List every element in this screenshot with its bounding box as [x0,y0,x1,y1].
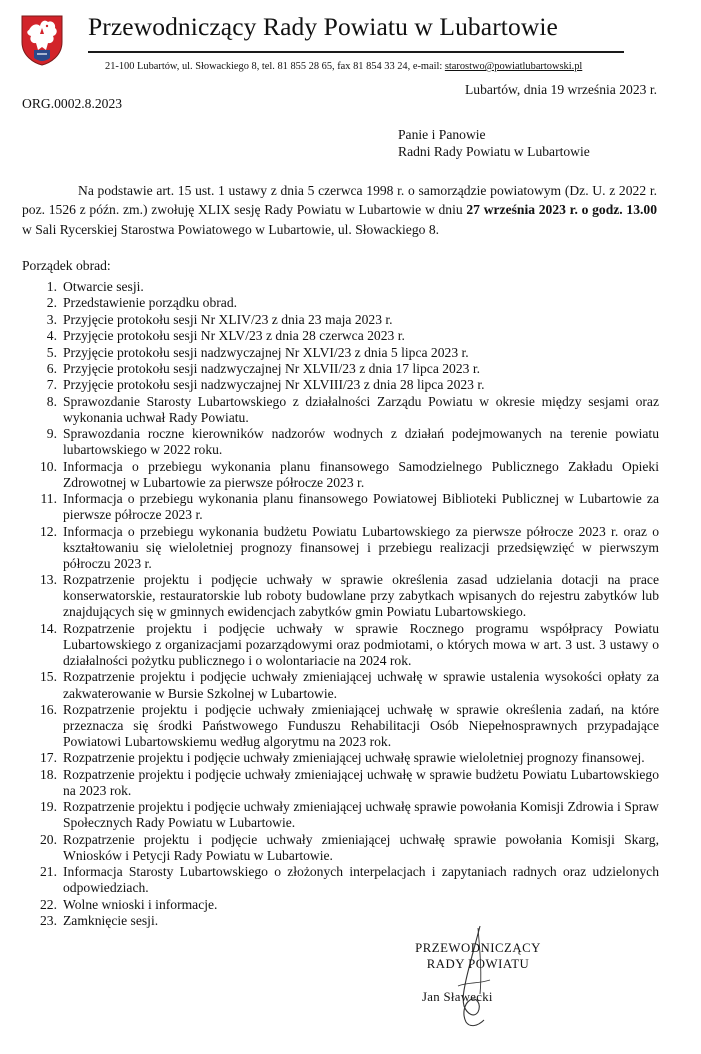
agenda-item-number: 23. [40,913,57,929]
agenda-item-text: Rozpatrzenie projektu i podjęcie uchwały w sprawie określenia zasad udzielania dotacji na prace konserwatorskie, restauratorskie lub roboty budowlane przy zabytkach wpisanych do rejestru zabytków lub znajdujących się w gminnych ewidencjach zabytków gmin Powiatu Lubartowskiego. [63,572,659,620]
agenda-item-number: 4. [46,328,57,344]
session-date-time: 27 września 2023 r. o godz. 13.00 [466,202,657,218]
intro-paragraph [22,181,657,239]
agenda-item [22,328,659,344]
agenda-item-number: 8. [46,393,57,409]
agenda-item [22,295,659,311]
intro-text: Na podstawie art. 15 ust. 1 ustawy z dnia 5 czerwca 1998 r. o samorządzie powiatowym (Dz. U. z 2022 r. poz. 1526 z późn. zm.) zwołuję XLIX sesję Rady Powiatu w Lubartowie w dniu [22,183,657,218]
agenda-item [22,312,659,328]
agenda-item-text: Rozpatrzenie projektu i podjęcie uchwały zmieniającej uchwałę w sprawie ustalenia wysokości opłaty za zakwaterowanie w Bursie Szkolnej w Lubartowie. [63,669,659,701]
agenda-item-number: 13. [40,572,57,588]
agenda-item-text: Przyjęcie protokołu sesji nadzwyczajnej Nr XLVII/23 z dnia 17 lipca 2023 r. [63,360,481,376]
agenda-item [22,394,659,426]
agenda-item [22,913,659,929]
agenda-item [22,491,659,523]
agenda-item-number: 2. [46,295,57,311]
agenda-item [22,361,659,377]
agenda-item-text: Otwarcie sesji. [63,279,144,294]
agenda-item-number: 9. [46,426,57,442]
agenda-item-text: Rozpatrzenie projektu i podjęcie uchwały zmieniającej uchwałę sprawie powołania Komisji Skarg, Wniosków i Petycji Rady Powiatu w Lubartowie. [63,831,659,863]
letter-date: Lubartów, dnia 19 września 2023 r. [464,82,657,97]
agenda-item [22,621,659,669]
agenda-item-text: Rozpatrzenie projektu i podjęcie uchwały zmieniającej uchwałę sprawie wieloletniej prognozy finansowej. [63,750,645,766]
agenda-item-text: Przyjęcie protokołu sesji nadzwyczajnej Nr XLVIII/23 z dnia 28 lipca 2023 r. [63,377,485,393]
agenda-item [22,669,659,701]
agenda-item-text: Zamknięcie sesji. [63,913,159,929]
signatory-name: Jan Sławecki [422,990,493,1004]
agenda-item [22,864,659,896]
recipient-line: Radni Rady Powiatu w Lubartowie [398,143,590,159]
address-text: 21-100 Lubartów, ul. Słowackiego 8, tel. 81 855 28 65, fax 81 854 33 24, e-mail: [105,61,445,72]
agenda-item [22,767,659,799]
agenda-item-text: Rozpatrzenie projektu i podjęcie uchwały w sprawie Rocznego programu współpracy Powiatu Lubartowskiego z organizacjami pozarządowymi oraz podmiotami, o których mowa w art. 3 ust. 3 ustawy o działalności pożytku publicznego i o wolontariacie na 2024 rok. [63,620,659,669]
agenda-item [22,572,659,620]
agenda-item-number: 11. [40,491,57,507]
agenda-item-text: Informacja Starosty Lubartowskiego o złożonych interpelacjach i zapytaniach radnych oraz udzielonych odpowiedziach. [63,864,659,896]
header-divider [88,51,624,53]
agenda-item-number: 17. [40,750,57,766]
agenda-item-number: 20. [40,831,57,847]
agenda-item-number: 7. [46,377,57,393]
signature-block [378,940,578,1005]
agenda-item-text: Przedstawienie porządku obrad. [63,295,238,311]
agenda-item [22,897,659,913]
agenda-item [22,799,659,831]
agenda-item-number: 18. [40,766,57,782]
agenda-item-number: 1. [46,279,57,294]
agenda-item-number: 6. [46,360,57,376]
crest-icon [20,14,64,66]
agenda-item-number: 14. [40,620,57,636]
agenda-item-number: 16. [40,701,57,717]
agenda-item-text: Informacja o przebiegu wykonania budżetu Powiatu Lubartowskiego za pierwsze półrocze 2023 r. oraz o kształtowaniu się wieloletniej prognozy finansowej i przebiegu realizacji przedsięwzięć w pierwszym półroczu 2023 r. [63,523,659,571]
intro-text: w Sali Rycerskiej Starostwa Powiatowego w Lubartowie, ul. Słowackiego 8. [22,221,440,237]
agenda-item-number: 3. [46,311,57,327]
recipient-line: Panie i Panowie [398,127,486,142]
agenda-item-text: Sprawozdanie Starosty Lubartowskiego z działalności Zarządu Powiatu w okresie między sesjami oraz wykonania uchwał Rady Powiatu. [63,393,659,425]
agenda-item-text: Informacja o przebiegu wykonania planu finansowego Samodzielnego Publicznego Zakładu Opieki Zdrowotnej w Lubartowie za pierwsze półrocze 2023 r. [63,458,659,490]
agenda-item-text: Informacja o przebiegu wykonania planu finansowego Powiatowej Biblioteki Publicznej w Lubartowie za pierwsze półrocze 2023 r. [63,491,659,523]
agenda-item-number: 15. [40,669,57,685]
agenda-item [22,345,659,361]
agenda-item-text: Rozpatrzenie projektu i podjęcie uchwały zmieniającej uchwałę w sprawie określenia zadań, na które przeznacza się środki Państwowego Funduszu Rehabilitacji Osób Niepełnosprawnych przypadające Powiatowi Lubartowskiemu według algorytmu na 2023 rok. [63,701,659,750]
agenda-heading: Porządek obrad: [22,258,111,273]
header-address [105,61,582,72]
agenda-item [22,524,659,572]
agenda-item-number: 5. [46,344,57,360]
agenda-item [22,377,659,393]
agenda-item-text: Wolne wnioski i informacje. [63,896,218,912]
agenda-item-text: Przyjęcie protokołu sesji Nr XLV/23 z dnia 28 czerwca 2023 r. [63,328,405,344]
agenda-list [22,279,659,930]
agenda-item [22,702,659,750]
agenda-item-number: 10. [40,458,57,474]
page-title: Przewodniczący Rady Powiatu w Lubartowie [88,12,558,41]
agenda-item-number: 22. [40,896,57,912]
agenda-item-text: Sprawozdania roczne kierowników nadzorów wodnych z działań podejmowanych na terenie powiatu lubartowskiego w 2022 roku. [63,426,659,458]
email-link[interactable]: starostwo@powiatlubartowski.pl [444,61,583,72]
agenda-item-number: 12. [40,523,57,539]
agenda-item-text: Przyjęcie protokołu sesji Nr XLIV/23 z dnia 23 maja 2023 r. [63,311,393,327]
agenda-item-text: Rozpatrzenie projektu i podjęcie uchwały zmieniającej uchwałę sprawie powołania Komisji Zdrowia i Spraw Społecznych Rady Powiatu w Lubartowie. [63,799,659,831]
signature-title: RADY POWIATU [426,957,530,971]
agenda-item-number: 19. [40,799,57,815]
agenda-item [22,426,659,458]
agenda-item [22,459,659,491]
reference-number: ORG.0002.8.2023 [22,96,123,111]
recipient-block [398,127,590,160]
agenda-item-text: Rozpatrzenie projektu i podjęcie uchwały zmieniającej uchwałę w sprawie budżetu Powiatu Lubartowskiego na 2023 rok. [63,766,659,798]
agenda-item [22,750,659,766]
agenda-item-number: 21. [40,864,57,880]
signature-title: PRZEWODNICZĄCY [415,941,541,955]
agenda-item [22,832,659,864]
agenda-item-text: Przyjęcie protokołu sesji nadzwyczajnej Nr XLVI/23 z dnia 5 lipca 2023 r. [63,344,469,360]
agenda-item [22,279,659,295]
